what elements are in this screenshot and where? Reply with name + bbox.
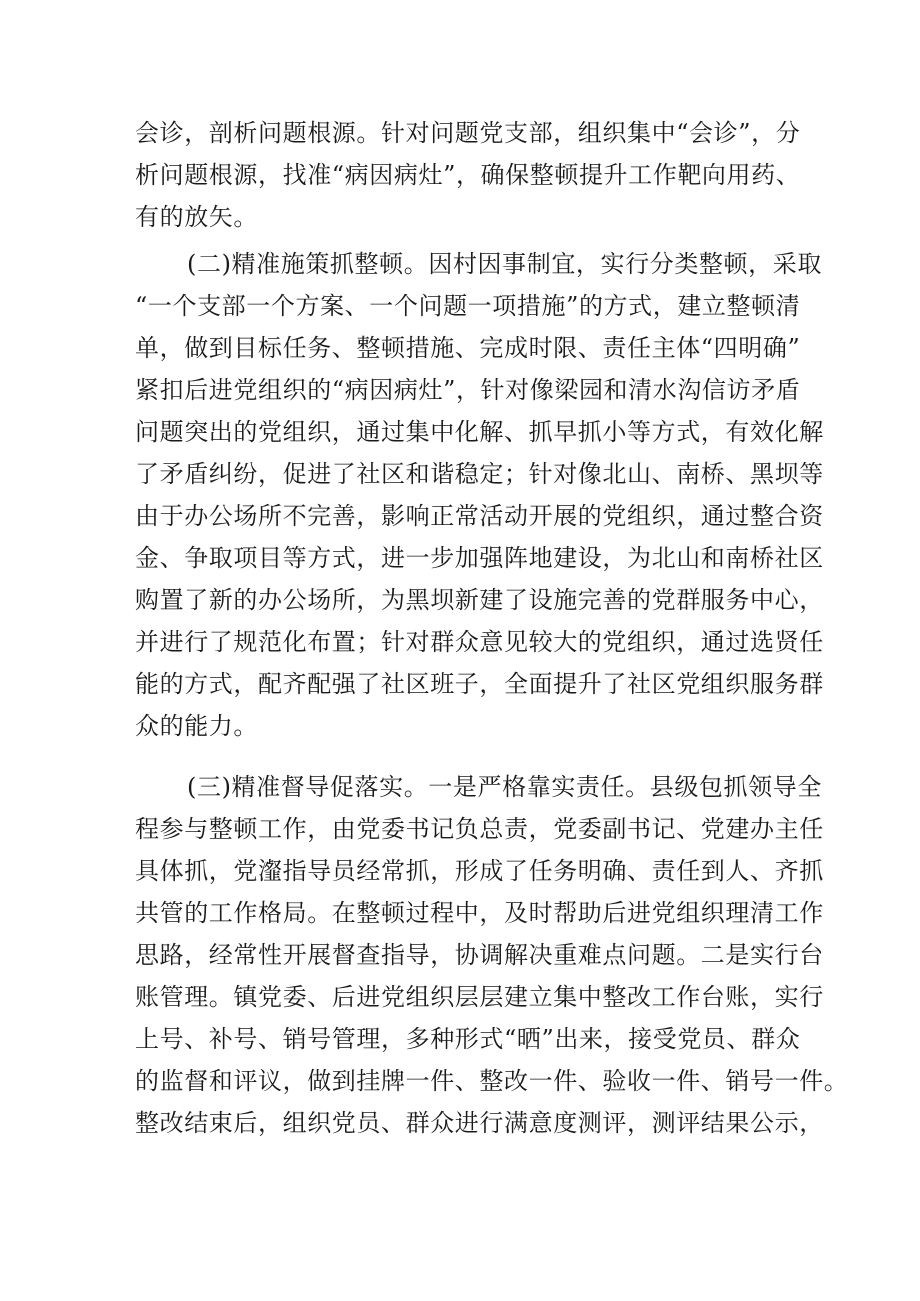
text-line: 能的方式，配齐配强了社区班子，全面提升了社区党组织服务群 — [135, 670, 824, 698]
text-line: 程参与整顿工作，由党委书记负总责，党委副书记、党建办主任 — [135, 815, 824, 843]
text-line: 有的放矢。 — [135, 203, 258, 231]
paragraph-diagnosis — [135, 112, 801, 238]
text-line: 思路，经常性开展督查指导，协调解决重难点问题。二是实行台 — [135, 941, 824, 969]
text-line: 上号、补号、销号管理，多种形式“晒”出来，接受党员、群众 — [135, 1025, 801, 1053]
text-line: 购置了新的办公场所，为黑坝新建了设施完善的党群服务中心， — [135, 586, 824, 614]
text-line: 了矛盾纠纷，促进了社区和谐稳定；针对像北山、南桥、黑坝等 — [135, 460, 824, 488]
paragraph-section-two — [135, 243, 824, 747]
text-line: 单，做到目标任务、整顿措施、完成时限、责任主体“四明确” — [135, 334, 801, 362]
text-line: 会诊，剖析问题根源。针对问题党支部，组织集中“会诊”，分 — [135, 119, 801, 147]
paragraph-section-three — [135, 766, 849, 1144]
text-line: 紧扣后进党组织的“病因病灶”，针对像梁园和清水沟信访矛盾 — [135, 376, 801, 404]
text-line: 账管理。镇党委、后进党组织层层建立集中整改工作台账，实行 — [135, 983, 824, 1011]
text-line: 金、争取项目等方式，进一步加强阵地建设，为北山和南桥社区 — [135, 544, 824, 572]
text-line: 由于办公场所不完善，影响正常活动开展的党组织，通过整合资 — [135, 502, 824, 530]
text-line: 共管的工作格局。在整顿过程中，及时帮助后进党组织理清工作 — [135, 899, 824, 927]
text-line: 整改结束后，组织党员、群众进行满意度测评，测评结果公示， — [135, 1109, 824, 1137]
section-heading-line: (三)精准督导促落实。一是严格靠实责任。县级包抓领导全 — [187, 773, 822, 801]
text-line: 的监督和评议，做到挂牌一件、整改一件、验收一件、销号一件。 — [135, 1067, 849, 1095]
text-line: 具体抓，党瀣指导员经常抓，形成了任务明确、责任到人、齐抓 — [135, 857, 824, 885]
text-line: 并进行了规范化布置；针对群众意见较大的党组织，通过选贤任 — [135, 628, 824, 656]
text-line: 问题突出的党组织，通过集中化解、抓早抓小等方式，有效化解 — [135, 418, 824, 446]
text-line: 析问题根源，找准“病因病灶”，确保整顿提升工作靶向用药、 — [135, 161, 801, 189]
text-line: “一个支部一个方案、一个问题一项措施”的方式，建立整顿清 — [135, 292, 801, 320]
section-heading-line: (二)精准施策抓整顿。因村因事制宜，实行分类整顿，采取 — [187, 250, 822, 278]
text-line: 众的能力。 — [135, 712, 258, 740]
